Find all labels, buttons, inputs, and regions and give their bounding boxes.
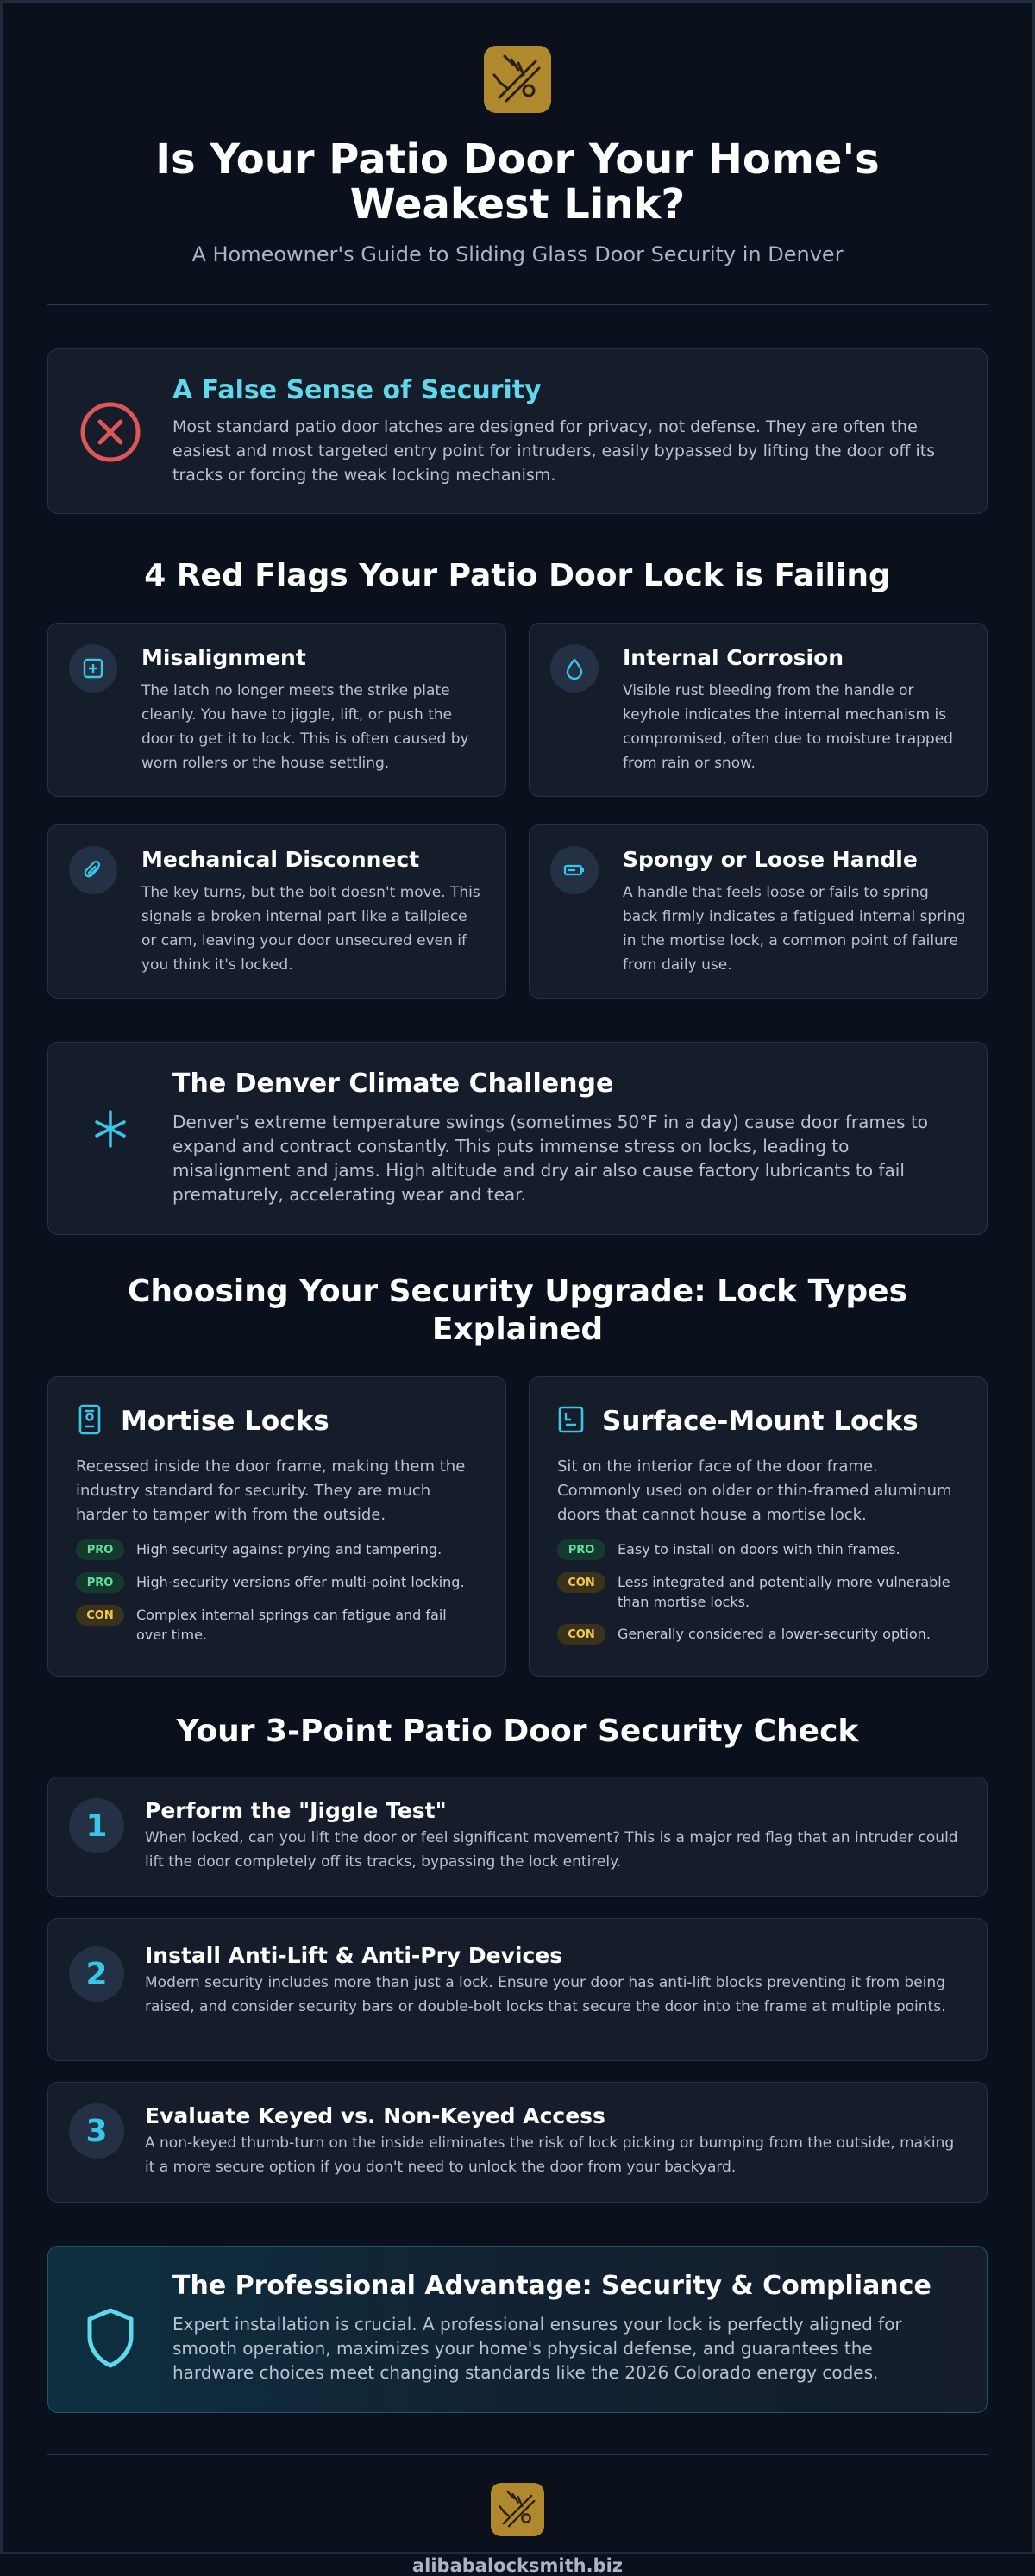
step-title: Perform the "Jiggle Test" xyxy=(145,1798,447,1823)
lock-types-heading: Choosing Your Security Upgrade: Lock Types Explained xyxy=(127,1274,908,1347)
pro-con-row xyxy=(76,1572,478,1593)
step-body: Modern security includes more than just a lock. Ensure your door has anti-lift blocks preventing it from being raised, and consider security bars or double-bolt locks that secure the door into the frame at multiple points. xyxy=(145,1974,946,2015)
step-number: 1 xyxy=(69,1798,124,1853)
red-flag-card-misalignment xyxy=(47,623,506,797)
lock-card-mortise xyxy=(47,1376,506,1677)
con-badge: CON xyxy=(557,1572,605,1593)
pro-badge: PRO xyxy=(76,1539,124,1560)
climate-card xyxy=(47,1042,988,1235)
red-flag-title: Misalignment xyxy=(141,645,306,670)
brand-crest-icon xyxy=(491,2483,544,2536)
pro-badge: PRO xyxy=(76,1572,124,1593)
check-step-3 xyxy=(47,2082,988,2203)
red-flags-grid xyxy=(47,623,988,999)
pro-con-row xyxy=(557,1624,959,1645)
red-flag-title: Internal Corrosion xyxy=(623,645,844,670)
page-title: Is Your Patio Door Your Home's Weakest Link? xyxy=(155,135,880,229)
red-flag-body: The latch no longer meets the strike plate cleanly. You have to jiggle, lift, or push the door to get it to lock. This is often caused by worn rollers or the house settling. xyxy=(141,682,469,772)
step-body: When locked, can you lift the door or feel significant movement? This is a major red flag that an intruder could lift the door completely off its tracks, bypassing the lock entirely. xyxy=(145,1829,958,1871)
brand-crest-icon xyxy=(484,46,551,113)
header-divider xyxy=(47,304,988,305)
red-flag-card-disconnect xyxy=(47,824,506,999)
climate-body: Denver's extreme temperature swings (sometimes 50°F in a day) cause door frames to expand and contract constantly. This puts immense stress on locks, leading to misalignment and jams. High altitude and dry air also cause factory lubricants to fail prematurely, accelerating wear and tear. xyxy=(172,1112,929,1205)
professional-title: The Professional Advantage: Security & Compliance xyxy=(172,2271,932,2301)
step-number: 2 xyxy=(69,1946,124,2002)
security-check-heading: Your 3-Point Patio Door Security Check xyxy=(176,1714,859,1749)
header-logo xyxy=(47,3,988,113)
false-security-card xyxy=(47,348,988,514)
red-flag-card-loose-handle xyxy=(529,824,988,999)
pro-con-text: Easy to install on doors with thin frames. xyxy=(618,1541,900,1558)
lock-title: Surface-Mount Locks xyxy=(602,1406,919,1437)
lock-description: Sit on the interior face of the door frame. Commonly used on older or thin-framed aluminum doors that cannot house a mortise lock. xyxy=(557,1457,952,1524)
false-security-title: A False Sense of Security xyxy=(172,375,542,405)
pro-con-text: Less integrated and potentially more vulnerable than mortise locks. xyxy=(618,1574,950,1610)
climate-title: The Denver Climate Challenge xyxy=(172,1069,614,1099)
professional-body: Expert installation is crucial. A professional ensures your lock is perfectly aligned for smooth operation, maximizes your home's physical defense, and guarantees the hardware choices meet changing standards like the 2026 Colorado energy codes. xyxy=(172,2314,902,2383)
pro-con-row xyxy=(76,1605,478,1645)
con-badge: CON xyxy=(557,1624,605,1645)
pro-con-row xyxy=(557,1572,959,1612)
footer-divider xyxy=(47,2454,988,2455)
con-badge: CON xyxy=(76,1605,124,1626)
false-security-body: Most standard patio door latches are designed for privacy, not defense. They are often the easiest and most targeted entry point for intruders, easily bypassed by lifting the door off its tracks or forcing the weak locking mechanism. xyxy=(172,417,936,485)
step-title: Install Anti-Lift & Anti-Pry Devices xyxy=(145,1943,563,1968)
x-circle-icon xyxy=(79,401,141,467)
step-body: A non-keyed thumb-turn on the inside eliminates the risk of lock picking or bumping from the outside, making it a more secure option if you don't need to unlock the door from your backyard. xyxy=(145,2134,955,2176)
paperclip-icon xyxy=(69,846,117,894)
red-flag-title: Spongy or Loose Handle xyxy=(623,847,918,872)
droplet-icon xyxy=(550,644,599,693)
lock-card-surface-mount xyxy=(529,1376,988,1677)
surface-lock-icon xyxy=(557,1403,585,1439)
footer-site-link[interactable]: alibabalocksmith.biz xyxy=(411,2555,623,2576)
pro-con-text: Generally considered a lower-security option. xyxy=(618,1626,931,1642)
battery-icon xyxy=(550,846,599,894)
pro-con-row xyxy=(76,1539,478,1560)
mortise-lock-icon xyxy=(76,1403,104,1439)
page-subtitle: A Homeowner's Guide to Sliding Glass Door Security in Denver xyxy=(191,242,844,266)
plus-square-icon xyxy=(69,644,117,693)
check-step-1 xyxy=(47,1777,988,1897)
shield-icon xyxy=(79,2307,141,2412)
lock-types-grid xyxy=(47,1376,988,1677)
snowflake-icon xyxy=(79,1108,141,1234)
professional-advantage-card xyxy=(47,2246,988,2413)
pro-con-text: High security against prying and tampering. xyxy=(136,1541,442,1558)
pro-con-row xyxy=(557,1539,959,1560)
red-flag-title: Mechanical Disconnect xyxy=(141,847,420,872)
red-flag-body: Visible rust bleeding from the handle or keyhole indicates the internal mechanism is compromised, often due to moisture trapped from rain or snow. xyxy=(623,682,953,772)
step-number: 3 xyxy=(69,2103,124,2159)
pro-con-text: High-security versions offer multi-point locking. xyxy=(136,1574,465,1590)
red-flag-body: The key turns, but the bolt doesn't move. This signals a broken internal part like a tailpiece or cam, leaving your door unsecured even if you think it's locked. xyxy=(141,884,480,974)
red-flag-body: A handle that feels loose or fails to spring back firmly indicates a fatigued internal spring in the mortise lock, a common point of failure from daily use. xyxy=(623,884,966,974)
lock-title: Mortise Locks xyxy=(121,1406,329,1437)
check-step-2 xyxy=(47,1918,988,2061)
lock-description: Recessed inside the door frame, making them the industry standard for security. They are much harder to tamper with from the outside. xyxy=(76,1457,466,1524)
footer-logo xyxy=(47,2483,988,2536)
red-flag-card-corrosion xyxy=(529,623,988,797)
pro-badge: PRO xyxy=(557,1539,605,1560)
pro-con-text: Complex internal springs can fatigue and fail over time. xyxy=(136,1607,447,1643)
red-flags-heading: 4 Red Flags Your Patio Door Lock is Failing xyxy=(144,558,891,593)
step-title: Evaluate Keyed vs. Non-Keyed Access xyxy=(145,2103,605,2128)
